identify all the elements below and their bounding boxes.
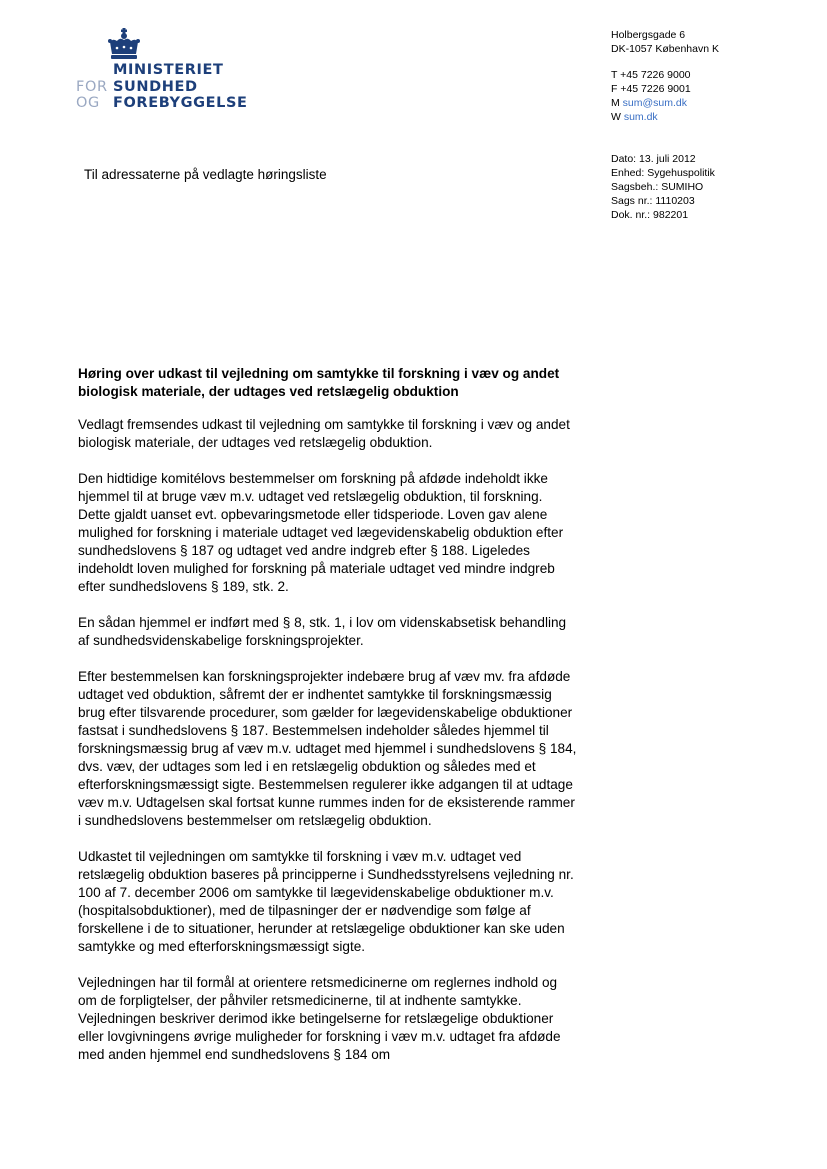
contact-block bbox=[611, 28, 719, 124]
paragraph-6: Vejledningen har til formål at orientere retsmedicinerne om reglernes indhold og om de forpligtelser, der påhviler retsmedicinerne, til at indhente samtykke. Vejledningen beskriver derimod ikke betingelserne for retslægelige obduktioner eller lovgivningens øvrige muligheder for forskning i væv m.v. udtaget fra afdøde med anden hjemmel end sundhedslovens § 184 om bbox=[78, 975, 561, 1062]
web-link[interactable]: sum.dk bbox=[623, 111, 658, 123]
paragraph-3: En sådan hjemmel er indført med § 8, stk. 1, i lov om videnskabsetisk behandling af sundhedsvidenskabelige forskningsprojekter. bbox=[78, 615, 567, 648]
paragraph-1: Vedlagt fremsendes udkast til vejledning om samtykke til forskning i væv og andet biologisk materiale, der udtages ved retslægelig obduktion. bbox=[78, 417, 570, 450]
royal-crown-icon bbox=[104, 28, 144, 64]
email-link[interactable]: sum@sum.dk bbox=[622, 97, 688, 109]
logo-prefix-og: OG bbox=[76, 95, 100, 111]
fax-number: F +45 7226 9001 bbox=[611, 83, 691, 95]
logo-line-1: MINISTERIET bbox=[113, 62, 224, 78]
document-meta bbox=[611, 152, 715, 222]
document-date: Dato: 13. juli 2012 bbox=[611, 153, 696, 165]
email-line bbox=[611, 96, 719, 110]
ministry-logo bbox=[76, 62, 248, 112]
paragraph-5: Udkastet til vejledningen om samtykke til forskning i væv m.v. udtaget ved retslægelig obduktion baseres på principperne i Sundhedsstyrelsens vejledning nr. 100 af 7. december 2006 om samtykke til lægevidenskabelige obduktioner m.v.(hospitalsobduktioner), med de tilpasninger der er nødvendige som følge af forskellene i de to situationer, herunder at retslægelige obduktioner kan ske uden samtykke og med efterforskningsmæssigt sigte. bbox=[78, 849, 574, 954]
recipient-line: Til adressaterne på vedlagte høringsliste bbox=[84, 167, 327, 182]
logo-line-2: SUNDHED bbox=[113, 78, 198, 95]
letter-title: Høring over udkast til vejledning om samtykke til forskning i væv og andet biologisk materiale, der udtages ved retslægelig obduktion bbox=[78, 366, 560, 399]
logo-line-3: FOREBYGGELSE bbox=[113, 95, 248, 111]
paragraph-2: Den hidtidige komitélovs bestemmelser om forskning på afdøde indeholdt ikke hjemmel til at bruge væv m.v. udtaget ved retslægelig obduktion, til forskning. Dette gjaldt uanset evt. opbevaringsmetode eller tidsperiode. Loven gav alene mulighed for forskning i materiale udtaget ved lægevidenskabelig obduktion efter sundhedslovens § 187 og udtaget ved andre indgreb efter § 188. Ligeledes indeholdt loven mulighed for forskning på materiale udtaget ved mindre indgreb efter sundhedslovens § 189, stk. 2. bbox=[78, 471, 564, 594]
letter-body bbox=[78, 365, 578, 1082]
case-handler: Sagsbeh.: SUMIHO bbox=[611, 181, 704, 193]
email-prefix: M bbox=[611, 97, 620, 109]
paragraph-4: Efter bestemmelsen kan forskningsprojekter indebære brug af væv mv. fra afdøde udtaget ved obduktion, såfremt der er indhentet samtykke til forskningsmæssig brug efter tilsvarende procedurer, som gælder for lægevidenskabelige obduktioner fastsat i sundhedslovens § 187. Bestemmelsen indeholder således hjemmel til forskningsmæssig brug af væv m.v. udtaget med hjemmel i sundhedslovens § 184, dvs. væv, der udtages som led i en retslægelig obduktion og således med et efterforskningsmæssigt sigte. Bestemmelsen regulerer ikke adgangen til at udtage væv m.v. Udtagelsen skal fortsat kunne rummes inden for de eksisterende rammer i sundhedslovens bestemmelser om retslægelig obduktion. bbox=[78, 669, 577, 828]
phone-number: T +45 7226 9000 bbox=[611, 69, 691, 81]
case-number: Sags nr.: 1110203 bbox=[611, 195, 695, 207]
document-number: Dok. nr.: 982201 bbox=[611, 209, 689, 221]
street-address: Holbergsgade 6 bbox=[611, 29, 686, 41]
web-prefix: W bbox=[611, 111, 621, 123]
web-line bbox=[611, 110, 719, 124]
city-address: DK-1057 København K bbox=[611, 43, 719, 55]
logo-prefix-for: FOR bbox=[76, 78, 108, 95]
document-unit: Enhed: Sygehuspolitik bbox=[611, 167, 715, 179]
